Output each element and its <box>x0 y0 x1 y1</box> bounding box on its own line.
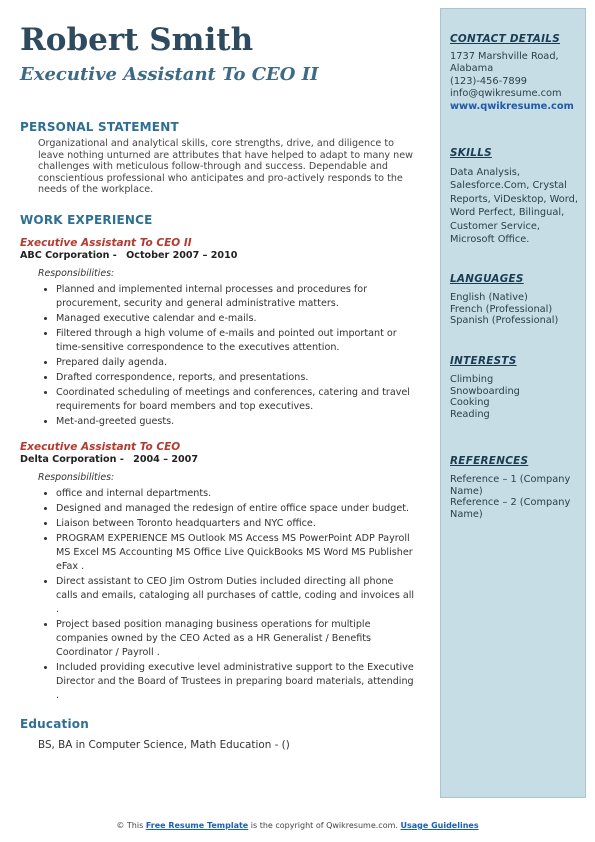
usage-guidelines-link[interactable]: Usage Guidelines <box>400 821 479 830</box>
job-title: Executive Assistant To CEO <box>20 440 181 453</box>
references-heading: REFERENCES <box>450 455 529 467</box>
phone-number: (123)-456-7899 <box>450 75 528 87</box>
address-line-1: 1737 Marshville Road, <box>450 51 559 62</box>
contact-section <box>450 33 580 113</box>
job-company: Delta Corporation - <box>20 453 124 465</box>
list-item: English (Native) <box>450 292 528 303</box>
job-entry <box>20 237 415 429</box>
sidebar <box>440 8 586 798</box>
education-heading: Education <box>20 716 89 731</box>
contact-heading: CONTACT DETAILS <box>450 33 561 45</box>
list-item: Cooking <box>450 397 490 409</box>
list-item: • Direct assistant to CEO Jim Ostrom Duties included directing all phone calls and emails, cataloging all purchases of cattle, coding and invoices all . <box>56 575 415 617</box>
main-column <box>20 20 415 751</box>
personal-statement-section <box>20 120 415 196</box>
job-company: ABC Corporation - <box>20 249 117 261</box>
responsibilities-label: Responsibilities: <box>38 267 115 279</box>
list-item: • Prepared daily agenda. <box>56 356 415 370</box>
list-item: • PROGRAM EXPERIENCE MS Outlook MS Access MS PowerPoint ADP Payroll MS Excel MS Accounting MS Office Live QuickBooks MS Word MS Publisher eFax . <box>56 532 415 574</box>
list-item: • Project based position managing business operations for multiple companies owned by the CEO Acted as a HR Generalist / Benefits Coordinator / Payroll . <box>56 618 415 660</box>
skills-text: Data Analysis, Salesforce.Com, Crystal Reports, ViDesktop, Word, Word Perfect, Bilingual, Customer Service, Microsoft Office. <box>450 167 578 246</box>
references-section <box>450 455 580 520</box>
responsibilities-label: Responsibilities: <box>38 471 115 483</box>
languages-heading: LANGUAGES <box>450 273 524 285</box>
list-item: French (Professional) <box>450 303 553 315</box>
list-item: Spanish (Professional) <box>450 315 559 327</box>
list-item: • Drafted correspondence, reports, and presentations. <box>56 371 415 385</box>
interests-section <box>450 355 580 420</box>
personal-statement-heading: PERSONAL STATEMENT <box>20 120 179 134</box>
responsibilities-list <box>20 487 415 703</box>
free-resume-template-link[interactable]: Free Resume Template <box>145 821 249 830</box>
website-link[interactable]: www.qwikresume.com <box>450 100 574 112</box>
skills-section <box>450 147 580 246</box>
work-experience-section <box>20 213 415 703</box>
work-experience-heading: WORK EXPERIENCE <box>20 212 153 227</box>
job-title: Executive Assistant To CEO II <box>20 236 192 249</box>
footer-middle: is the copyright of Qwikresume.com. <box>250 821 398 830</box>
list-item: • Designed and managed the redesign of entire office space under budget. <box>56 502 415 516</box>
interests-list <box>450 374 580 420</box>
references-list <box>450 474 580 520</box>
address-line-2: Alabama <box>450 63 494 75</box>
job-company-line <box>20 454 415 466</box>
skills-heading: SKILLS <box>450 147 492 159</box>
list-item: Reference – 1 (Company Name) <box>450 474 571 497</box>
education-section <box>20 717 415 751</box>
list-item: • Liaison between Toronto headquarters and NYC office. <box>56 517 415 531</box>
personal-statement-text: Organizational and analytical skills, core strengths, drive, and diligence to leave nothing unturned are attributes that have helped to adapt to many new challenges with meticulous follow-through and success. Dependable and conscientious professional who anticipates and pro-actively responds to the needs of the workplace. <box>38 138 413 196</box>
list-item: • Managed executive calendar and e-mails. <box>56 312 415 326</box>
responsibilities-list <box>20 283 415 429</box>
list-item: • Coordinated scheduling of meetings and conferences, catering and travel requirements for board members and top executives. <box>56 386 415 414</box>
languages-section <box>450 273 580 327</box>
list-item: • office and internal departments. <box>56 487 415 501</box>
email-address: info@qwikresume.com <box>450 88 562 100</box>
list-item: • Met-and-greeted guests. <box>56 415 415 429</box>
job-dates: 2004 – 2007 <box>133 453 199 465</box>
list-item: • Planned and implemented internal processes and procedures for procurement, security and general administrative matters. <box>56 283 415 311</box>
candidate-title: Executive Assistant To CEO II <box>20 64 319 85</box>
interests-heading: INTERESTS <box>450 355 517 367</box>
languages-list <box>450 292 580 327</box>
job-dates: October 2007 – 2010 <box>126 249 238 261</box>
list-item: • Filtered through a high volume of e-mails and pointed out important or time-sensitive correspondence to the executives attention. <box>56 327 415 355</box>
footer-prefix: © This <box>116 821 144 830</box>
list-item: Reference – 2 (Company Name) <box>450 497 571 520</box>
candidate-name: Robert Smith <box>20 22 254 58</box>
list-item: Climbing <box>450 374 494 385</box>
list-item: • Included providing executive level administrative support to the Executive Director and the Board of Trustees in preparing board materials, attending . <box>56 661 415 703</box>
education-line: BS, BA in Computer Science, Math Education - () <box>38 738 290 751</box>
job-entry <box>20 441 415 703</box>
list-item: Reading <box>450 408 490 420</box>
footer <box>0 821 595 830</box>
job-company-line <box>20 250 415 262</box>
list-item: Snowboarding <box>450 385 520 397</box>
